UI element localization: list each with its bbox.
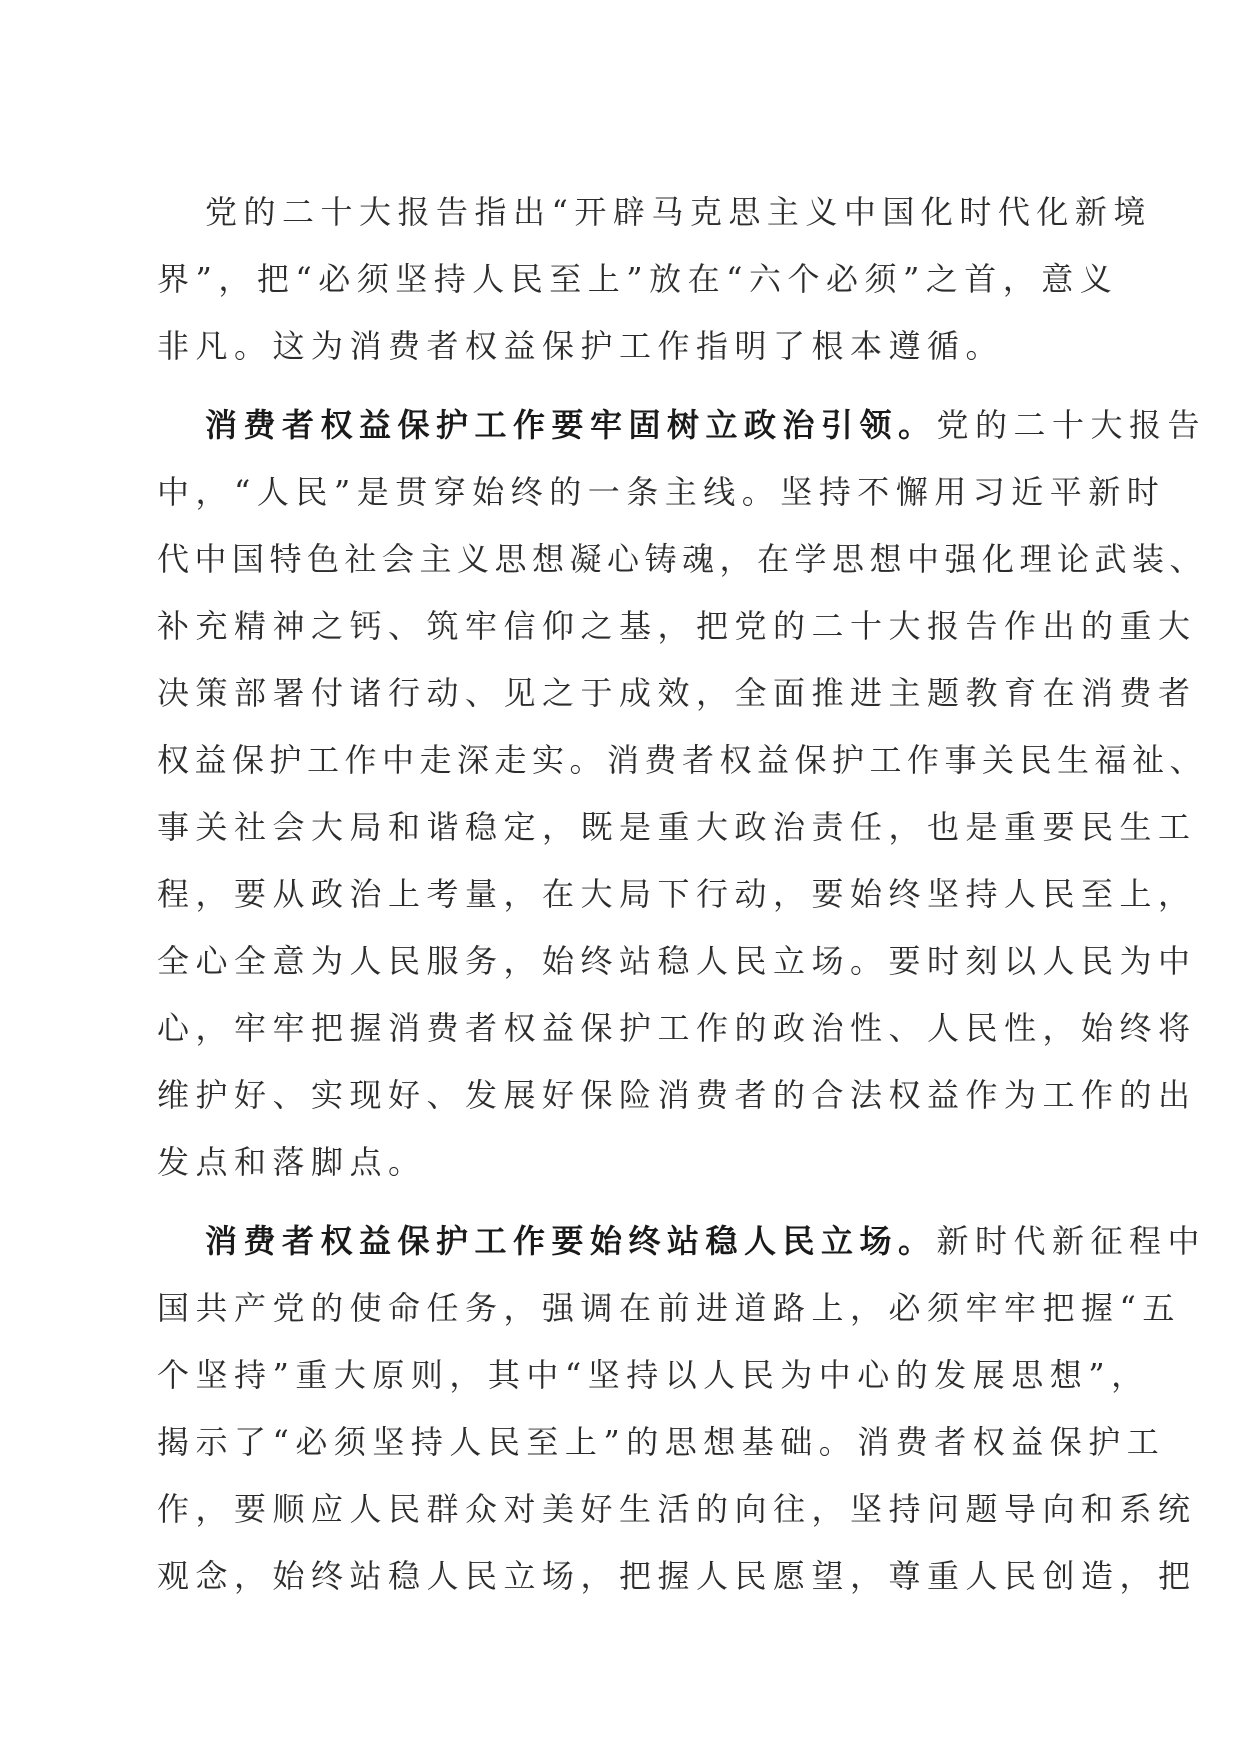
- paragraph-2-heading: 消费者权益保护工作要牢固树立政治引领。: [205, 406, 937, 444]
- paragraph-2-line: 全心全意为人民服务，始终站稳人民立场。要时刻以人民为中: [157, 942, 1197, 980]
- paragraph-3-lead: 新时代新征程中: [936, 1222, 1207, 1260]
- paragraph-2-line: 程，要从政治上考量，在大局下行动，要始终坚持人民至上，: [157, 875, 1197, 913]
- paragraph-3-line: 观念，始终站稳人民立场，把握人民愿望，尊重人民创造，把: [157, 1557, 1197, 1595]
- paragraph-2-line: 权益保护工作中走深走实。消费者权益保护工作事关民生福祉、: [157, 741, 1208, 779]
- paragraph-2-line: 发点和落脚点。: [157, 1143, 427, 1181]
- paragraph-2-line: 心，牢牢把握消费者权益保护工作的政治性、人民性，始终将: [157, 1009, 1197, 1047]
- paragraph-2-line: 中，“人民”是贯穿始终的一条主线。坚持不懈用习近平新时: [157, 473, 1166, 511]
- paragraph-3-heading: 消费者权益保护工作要始终站稳人民立场。: [205, 1222, 937, 1260]
- paragraph-2-lead: 党的二十大报告: [936, 406, 1207, 444]
- paragraph-3-line: 国共产党的使命任务，强调在前进道路上，必须牢牢把握“五: [157, 1289, 1181, 1327]
- paragraph-2-first-line: [205, 405, 1206, 445]
- paragraph-3-line: 作，要顺应人民群众对美好生活的向往，坚持问题导向和系统: [157, 1490, 1197, 1528]
- paragraph-3-first-line: [205, 1221, 1206, 1261]
- paragraph-1-line: 非凡。这为消费者权益保护工作指明了根本遵循。: [157, 327, 1005, 365]
- paragraph-1-line: 界”，把“必须坚持人民至上”放在“六个必须”之首，意义: [157, 260, 1119, 298]
- paragraph-2-line: 决策部署付诸行动、见之于成效，全面推进主题教育在消费者: [157, 674, 1197, 712]
- paragraph-1-line: 党的二十大报告指出“开辟马克思主义中国化时代化新境: [205, 193, 1152, 231]
- paragraph-2-line: 代中国特色社会主义思想凝心铸魂，在学思想中强化理论武装、: [157, 540, 1208, 578]
- paragraph-2-line: 补充精神之钙、筑牢信仰之基，把党的二十大报告作出的重大: [157, 607, 1197, 645]
- paragraph-3-line: 揭示了“必须坚持人民至上”的思想基础。消费者权益保护工: [157, 1423, 1166, 1461]
- paragraph-2-line: 事关社会大局和谐稳定，既是重大政治责任，也是重要民生工: [157, 808, 1197, 846]
- paragraph-2-line: 维护好、实现好、发展好保险消费者的合法权益作为工作的出: [157, 1076, 1197, 1114]
- paragraph-3-line: 个坚持”重大原则，其中“坚持以人民为中心的发展思想”，: [157, 1356, 1150, 1394]
